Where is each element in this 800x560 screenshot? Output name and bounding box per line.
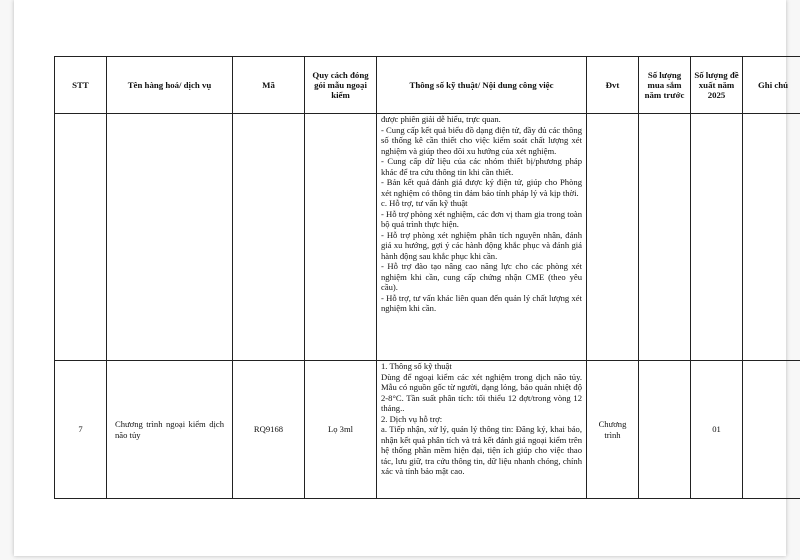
- cell-unit: [587, 114, 639, 361]
- cell-stt: 7: [55, 361, 107, 499]
- header-prev-qty: Số lượng mua sắm năm trước: [639, 57, 691, 114]
- header-spec: Thông số kỹ thuật/ Nội dung công việc: [377, 57, 587, 114]
- spec-line: - Hỗ trợ đào tạo nâng cao năng lực cho các phòng xét nghiệm khi cần, cung cấp chứng nhận CME (theo yêu cầu).: [381, 261, 582, 292]
- document-page: [14, 0, 789, 556]
- header-unit: Đvt: [587, 57, 639, 114]
- cell-note: [743, 114, 800, 361]
- cell-prev-qty: [639, 361, 691, 499]
- cell-proposed-qty: [691, 114, 743, 361]
- spec-line: 1. Thông số kỹ thuật: [381, 361, 452, 371]
- spec-line: - Hỗ trợ phòng xét nghiệm, các đơn vị tham gia trong toàn bộ quá trình thực hiện.: [381, 208, 582, 229]
- header-code: Mã: [233, 57, 305, 114]
- cell-unit: Chương trình: [587, 361, 639, 499]
- cell-packing: [305, 114, 377, 361]
- spec-line: - Hỗ trợ, tư vấn khác liên quan đến quản lý chất lượng xét nghiệm khi cần.: [381, 292, 582, 313]
- cell-note: [743, 361, 800, 499]
- spec-line: a. Tiếp nhận, xử lý, quản lý thông tin: Đăng ký, khai báo, nhận kết quả phân tích và trả kết đánh giá ngoại kiểm trên hệ thống phần mềm hiện đại, tiện ích giúp cho việc thao tác, lưu giữ, tra cứu thông tin, dữ liệu nhanh chóng, chính xác và tính bảo mật cao.: [381, 424, 582, 476]
- cell-code: [233, 114, 305, 361]
- spec-line: c. Hỗ trợ, tư vấn kỹ thuật: [381, 198, 468, 208]
- spec-line: - Cung cấp kết quả biểu đồ dạng điện tử, đầy đủ các thông số thống kê cần thiết cho việc kiểm soát chất lượng xét nghiệm và giúp theo dõi xu hướng của xét nghiệm.: [381, 124, 582, 156]
- header-proposed-qty: Số lượng đề xuất năm 2025: [691, 57, 743, 114]
- cell-prev-qty: [639, 114, 691, 361]
- spec-line: - Cung cấp dữ liệu của các nhóm thiết bị/phương pháp khác để tra cứu thông tin khi cần thiết.: [381, 156, 582, 177]
- header-name: Tên hàng hoá/ dịch vụ: [107, 57, 233, 114]
- spec-line: Dùng để ngoại kiểm các xét nghiệm trong dịch não tủy. Mẫu có nguồn gốc từ người, dạng lỏng, bảo quản nhiệt độ 2-8°C. Tần suất phân tích: tối thiểu 12 đợt/trong vòng 12 tháng..: [381, 371, 582, 413]
- cell-name: [107, 114, 233, 361]
- spec-line: - Hỗ trợ phòng xét nghiệm phân tích nguyên nhân, đánh giá xu hướng, gợi ý các hành động khắc phục và đánh giá hành động sau khắc phục khi cần.: [381, 229, 582, 261]
- spec-line: - Bản kết quả đánh giá được ký điện tử, giúp cho Phòng xét nghiệm có thông tin đảm bảo tính pháp lý và kịp thời.: [381, 177, 582, 198]
- cell-spec: [377, 361, 587, 499]
- spec-line: được phiên giải dễ hiểu, trực quan.: [381, 114, 501, 124]
- header-stt: STT: [55, 57, 107, 114]
- table-row-7: [55, 361, 800, 499]
- cell-packing: Lọ 3ml: [305, 361, 377, 499]
- header-row: [55, 57, 800, 114]
- cell-stt: [55, 114, 107, 361]
- cell-spec: [377, 114, 587, 361]
- cell-proposed-qty: 01: [691, 361, 743, 499]
- procurement-table: [54, 56, 800, 499]
- spec-line: 2. Dịch vụ hỗ trợ:: [381, 413, 443, 424]
- cell-code: RQ9168: [233, 361, 305, 499]
- header-packing: Quy cách đóng gói mẫu ngoại kiểm: [305, 57, 377, 114]
- header-note: Ghi chú: [743, 57, 800, 114]
- cell-name: Chương trình ngoại kiểm dịch não tủy: [107, 361, 233, 499]
- table-row-continued: [55, 114, 800, 361]
